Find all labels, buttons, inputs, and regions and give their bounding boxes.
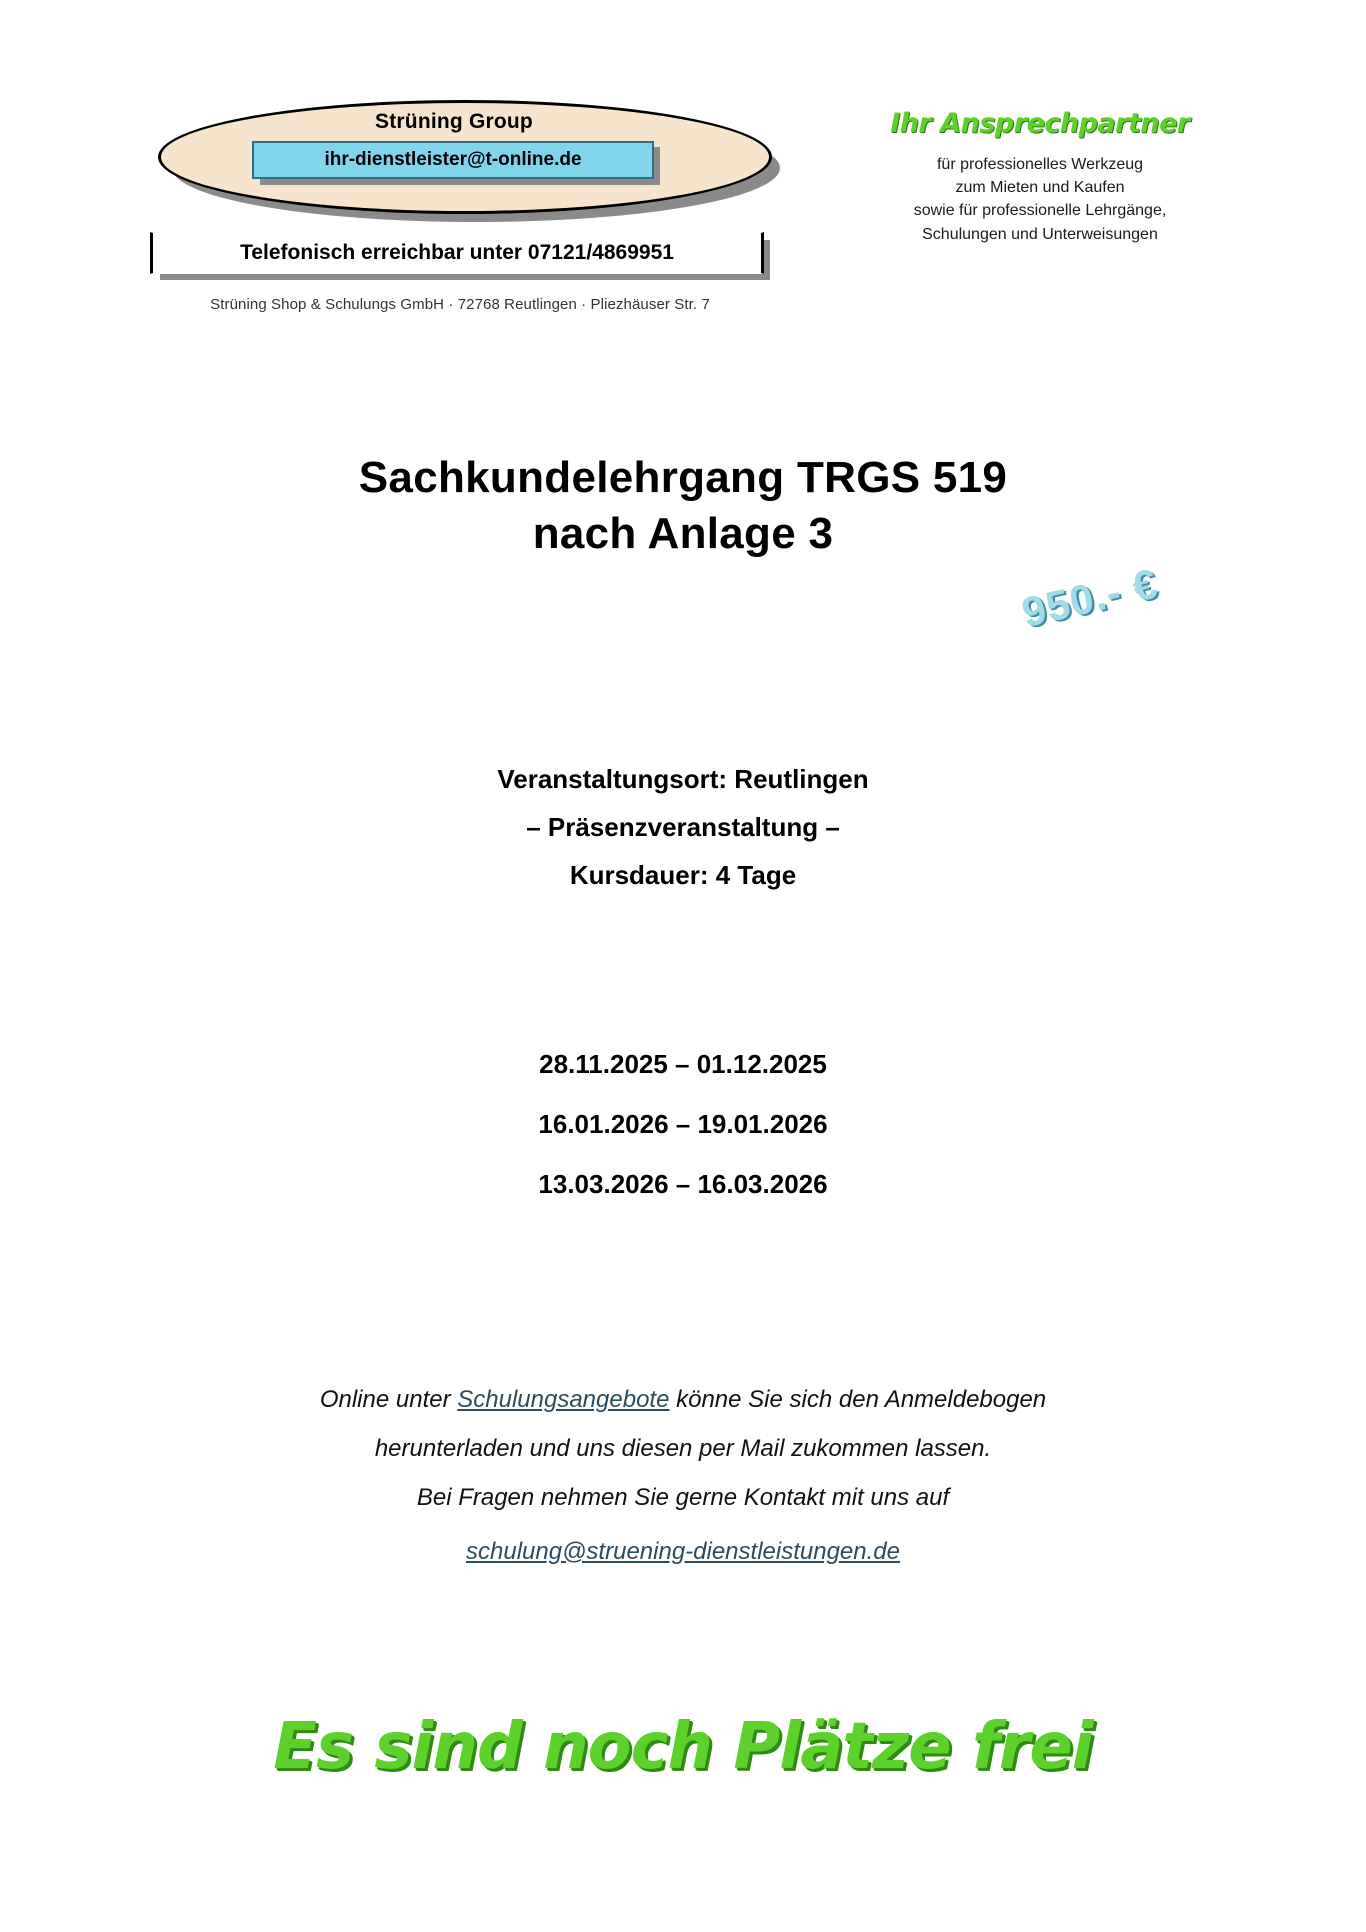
detail-location: Veranstaltungsort: Reutlingen [497,764,869,794]
company-logo [150,100,780,313]
email-badge[interactable]: ihr-dienstleister@t-online.de [252,141,654,179]
phone-bar: Telefonisch erreichbar unter 07121/4869951 [150,232,764,274]
contact-subtext-line: Schulungen und Unterweisungen [922,225,1158,243]
title-line-1: Sachkundelehrgang TRGS 519 [358,453,1008,502]
contact-subtext-line: für professionelles Werkzeug [936,156,1144,173]
contact-heading: Ihr Ansprechpartner [890,108,1190,139]
date-item: 16.01.2026 – 19.01.2026 [538,1108,828,1139]
online-info-line-3: Bei Fragen nehmen Sie gerne Kontakt mit uns auf [416,1484,950,1512]
availability-banner-text: Es sind noch Plätze frei [273,1710,1093,1784]
price-badge: 950.- € [1017,559,1163,637]
detail-format: – Präsenzveranstaltung – [526,812,840,843]
logo-ellipse-group [150,100,780,220]
header [150,100,1230,350]
online-info-prefix: Online unter [319,1386,458,1413]
schulungsangebote-link[interactable]: Schulungsangebote [457,1386,670,1413]
online-info-suffix: könne Sie sich den Anmeldebogen [669,1386,1047,1413]
company-name: Strüning Group [375,110,533,133]
detail-duration: Kursdauer: 4 Tage [569,860,797,891]
page-title [0,450,1366,563]
online-info [0,1375,1366,1576]
online-info-line-2: herunterladen und uns diesen per Mail zukommen lassen. [374,1435,992,1463]
course-details [0,755,1366,899]
online-info-line-1 [0,1375,1366,1424]
course-dates [0,1035,1366,1214]
contact-subtext-line: zum Mieten und Kaufen [955,179,1125,197]
date-item: 13.03.2026 – 16.03.2026 [538,1168,828,1199]
contact-block [850,110,1230,246]
title-line-2: nach Anlage 3 [532,509,834,559]
company-address: Strüning Shop & Schulungs GmbH · 72768 Reutlingen · Pliezhäuser Str. 7 [210,296,710,313]
phone-bar-group [150,232,770,280]
contact-email-link[interactable]: schulung@struening-dienstleistungen.de [466,1537,900,1565]
date-item: 28.11.2025 – 01.12.2025 [539,1049,827,1079]
contact-subtext [850,153,1230,246]
availability-banner [0,1710,1366,1784]
contact-subtext-line: sowie für professionelle Lehrgänge, [913,202,1167,220]
